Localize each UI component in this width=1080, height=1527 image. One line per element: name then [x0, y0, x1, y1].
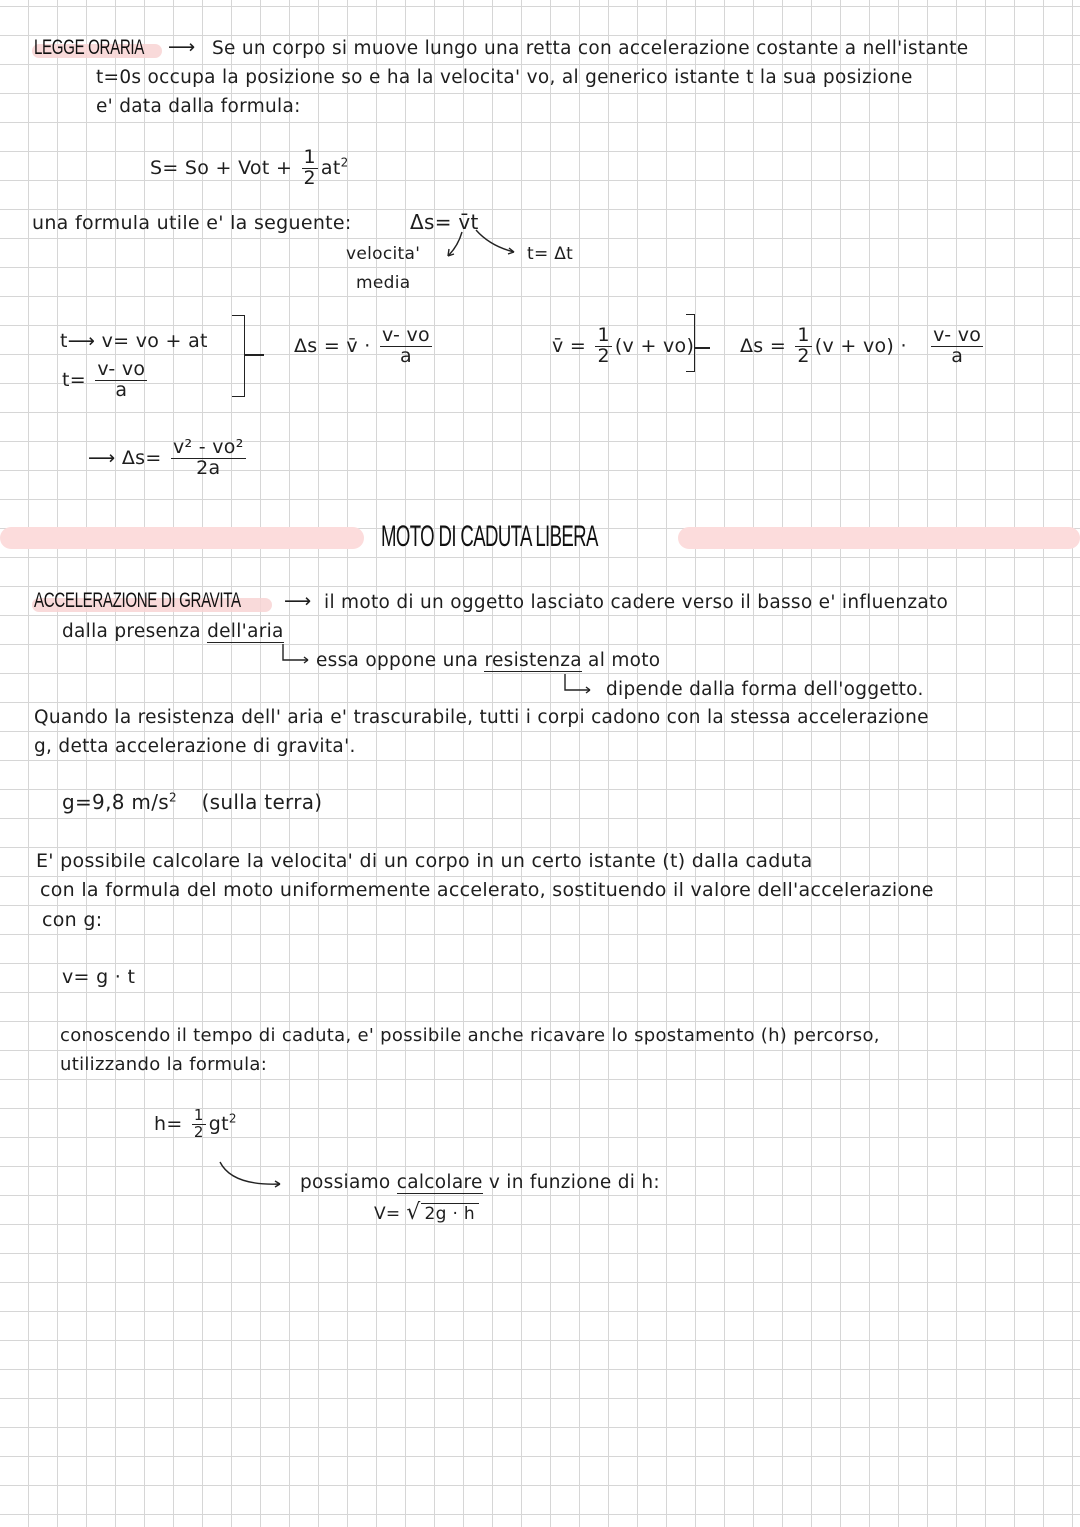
- v-g-t-formula: v= g · t: [62, 966, 136, 988]
- gravity-line-2: dalla presenza dell'aria: [62, 621, 284, 642]
- bracket-left: [232, 315, 245, 397]
- sub-arrow-1: [280, 642, 320, 668]
- gravity-sub-1: essa oppone una resistenza al moto: [316, 650, 661, 671]
- t-row-2: t= $\frac{v- vo}{a}$: [62, 358, 146, 401]
- title-band-left: [0, 527, 364, 549]
- fraction-half: $\frac{1}{2}$: [303, 146, 316, 189]
- curved-arrow: [216, 1160, 296, 1194]
- paragraph-3-line-2: utilizzando la formula:: [60, 1054, 268, 1075]
- heading-arrow-2: ⟶: [284, 590, 312, 612]
- paragraph-3-line-1: conoscendo il tempo di caduta, e' possibile anche ricavare lo spostamento (h) percorso,: [60, 1025, 880, 1046]
- annotation-t-delta: t= Δt: [527, 244, 574, 264]
- ds-result-formula: ⟶ Δs= $\frac{\text{v² - vo²}}{2a}$: [88, 436, 244, 479]
- paragraph-1-line-1: Quando la resistenza dell' aria e' trascurabile, tutti i corpi cadono con la stessa accelerazione: [34, 707, 929, 728]
- intro-line-3: e' data dalla formula:: [96, 96, 301, 117]
- bracket-right: [686, 314, 695, 372]
- formula-lhs: S= So + Vot +: [150, 156, 293, 179]
- ds-full-formula: Δs = $\frac{1}{2}$ (v + vo) · $\frac{v- vo}{a}$: [740, 324, 982, 367]
- title-band-right: [678, 527, 1080, 549]
- g-value: g=9,8 $m/s^2$ (sulla terra): [62, 790, 323, 814]
- heading-legge-oraria: LEGGE ORARIA: [34, 36, 144, 59]
- heading-accelerazione-gravita: ACCELERAZIONE DI GRAVITA: [34, 589, 241, 612]
- paragraph-2-line-2: con la formula del moto uniformemente accelerato, sostituendo il valore dell'accelerazione: [40, 879, 934, 901]
- gravity-sub-2: dipende dalla forma dell'oggetto.: [606, 679, 924, 700]
- intro-line-2: t=0s occupa la posizione so e ha la velocita' vo, al generico istante t la sua posizione: [96, 67, 913, 88]
- vbar-formula: v̄ = $\frac{1}{2}$ (v + vo): [552, 324, 695, 367]
- sub-arrow-2: [562, 672, 602, 698]
- v-sqrt-formula: V= √ 2g · h: [374, 1200, 479, 1225]
- formula-legge-oraria: S= So + Vot + $\frac{1}{2}$ $at^2$: [150, 146, 349, 189]
- bracket-left-tick: [244, 354, 264, 356]
- paragraph-2-line-3: con g:: [42, 909, 103, 931]
- annotation-arrows: [420, 228, 530, 268]
- section-title-moto-caduta-libera: MOTO DI CADUTA LIBERA: [381, 520, 598, 553]
- useful-formula: Δs= v̄t: [410, 210, 479, 234]
- v-in-funzione-di-h-label: possiamo calcolare v in funzione di h:: [300, 1172, 660, 1193]
- ds-vbar-formula: Δs = v̄ · $\frac{v- vo}{a}$: [294, 324, 430, 367]
- t-row-1: t⟶ v= vo + at: [60, 330, 208, 352]
- annotation-velocita: velocita': [346, 244, 421, 264]
- bracket-right-tick: [694, 347, 710, 349]
- gravity-line-1: il moto di un oggetto lasciato cadere verso il basso e' influenzato: [324, 592, 949, 613]
- paragraph-1-line-2: g, detta accelerazione di gravita'.: [34, 736, 356, 757]
- annotation-media: media: [356, 273, 411, 293]
- h-formula: h= $\frac{1}{2}$ $gt^2$: [154, 1106, 237, 1141]
- paragraph-2-line-1: E' possibile calcolare la velocita' di un corpo in un certo istante (t) dalla caduta: [36, 850, 813, 872]
- intro-line-1: Se un corpo si muove lungo una retta con accelerazione costante a nell'istante: [212, 38, 969, 59]
- useful-formula-label: una formula utile e' la seguente:: [32, 212, 352, 234]
- heading-arrow: ⟶: [168, 36, 196, 58]
